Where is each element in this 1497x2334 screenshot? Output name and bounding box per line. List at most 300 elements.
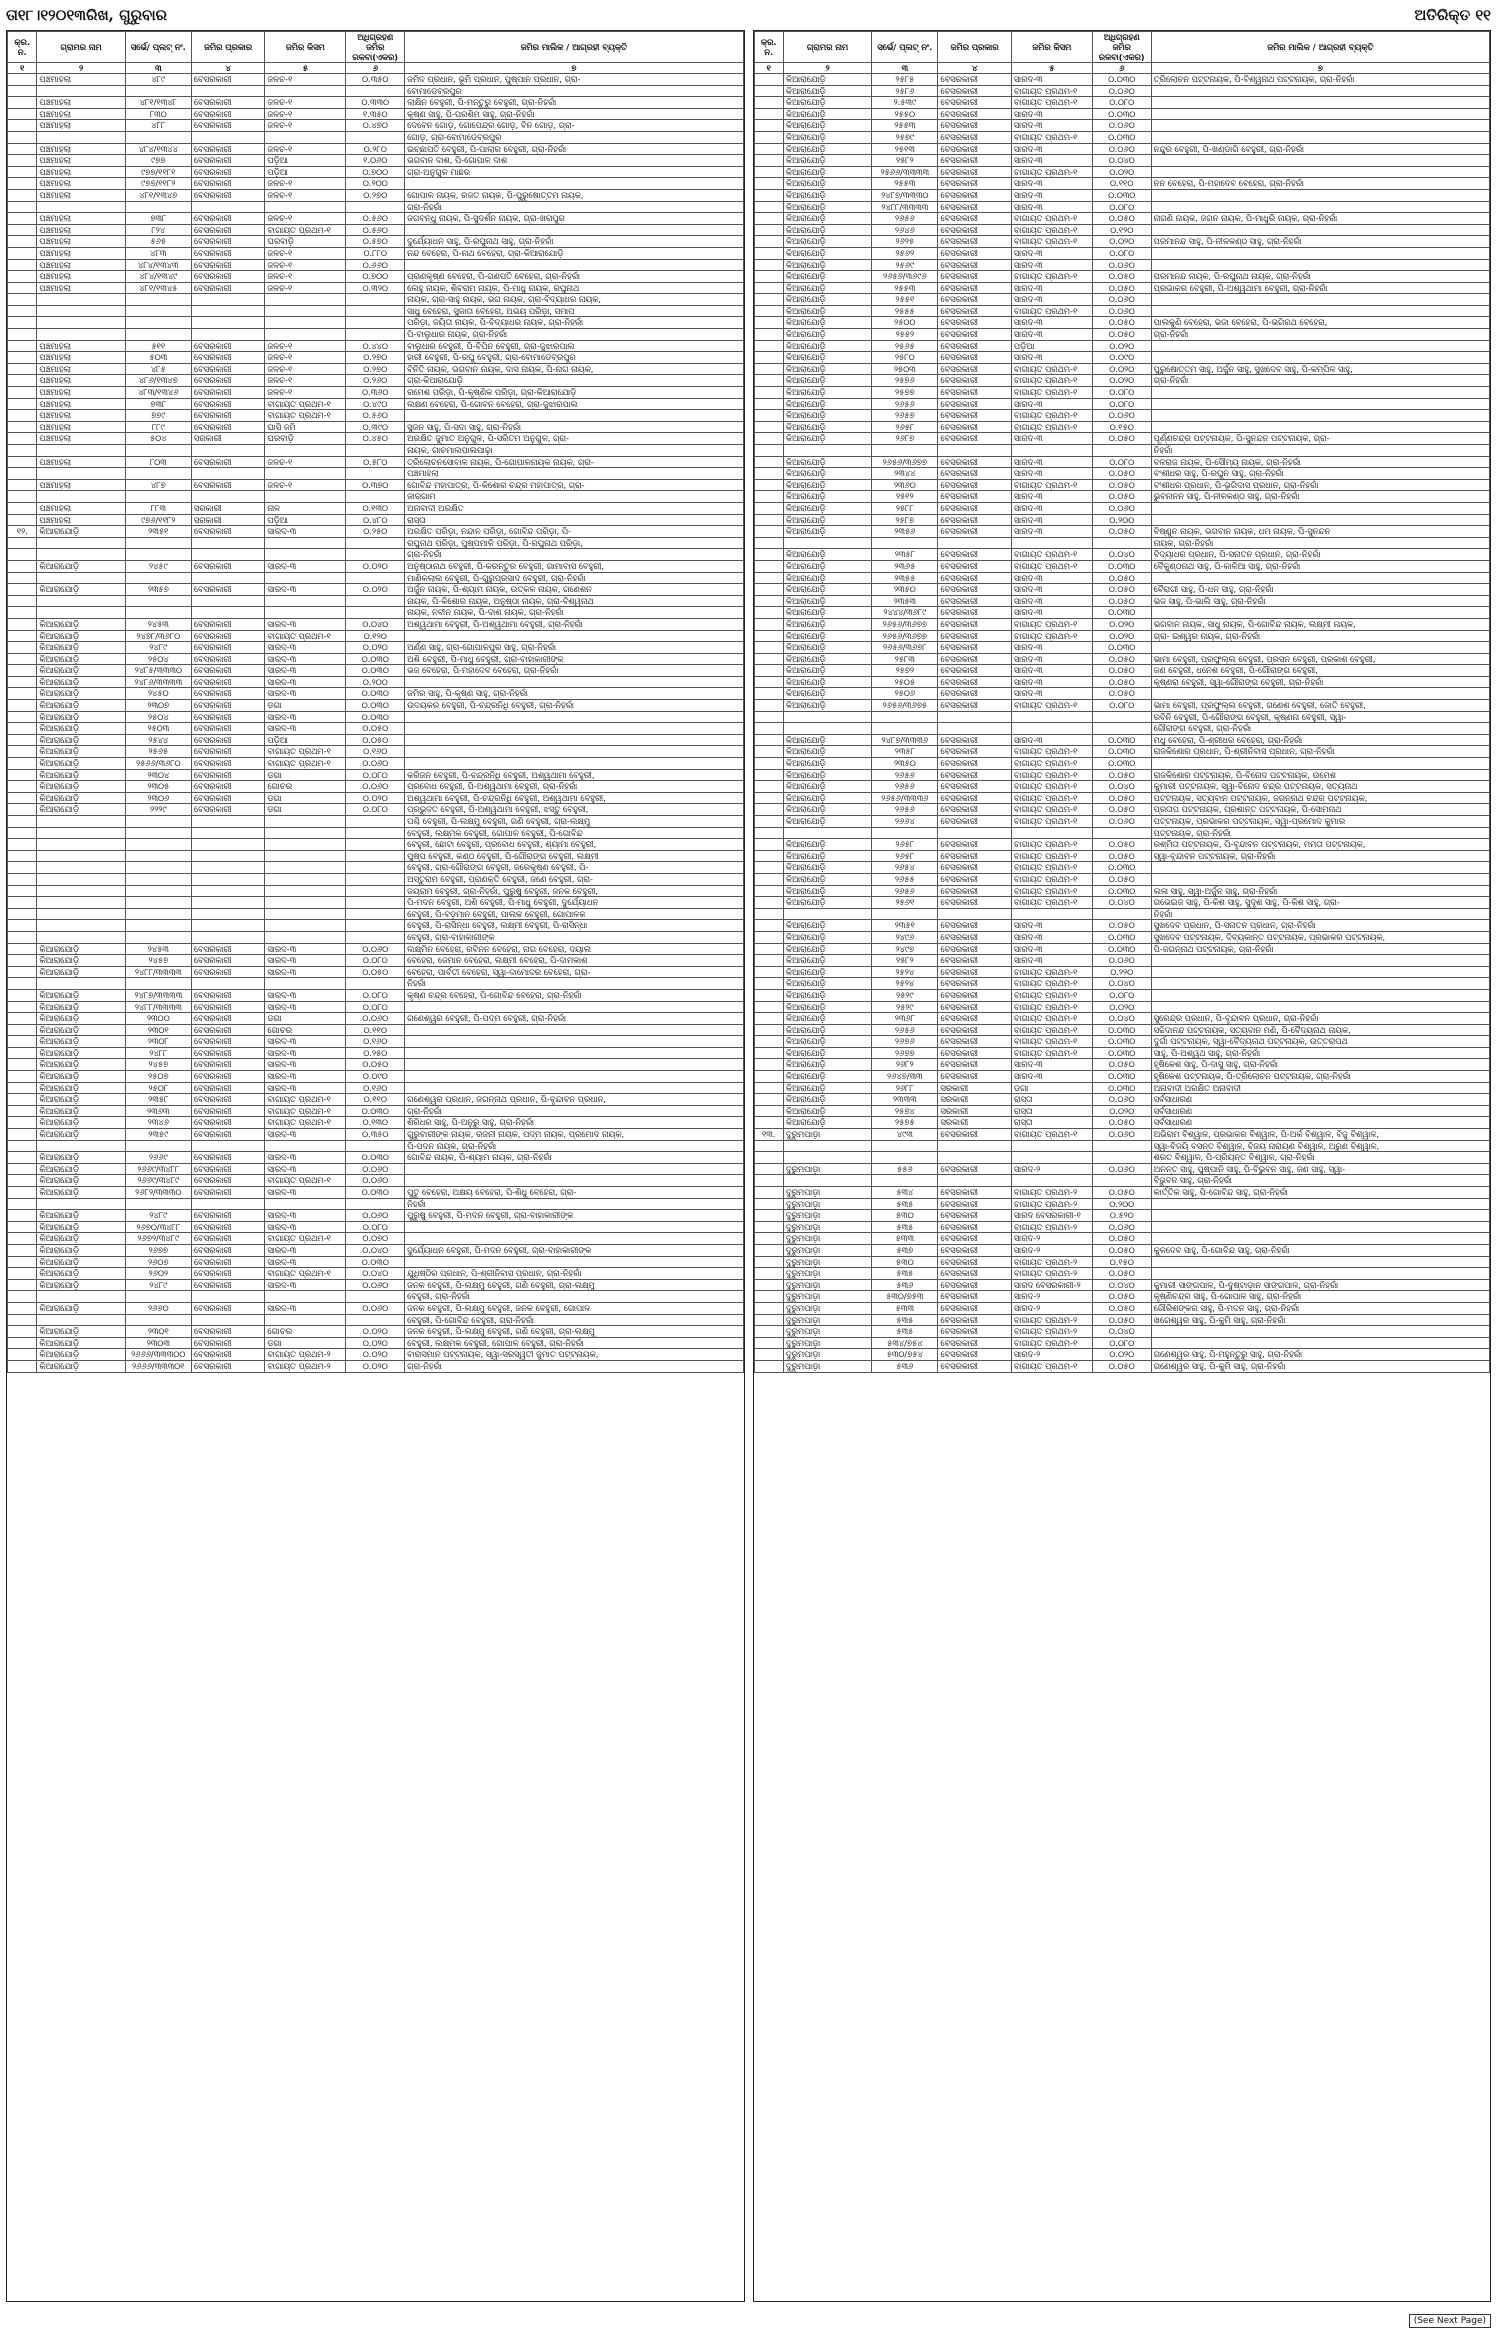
table-cell: ବାଗାୟତ ପ୍ରଥମ-୧: [1011, 224, 1092, 236]
table-row: [754, 491, 1490, 503]
table-row: [8, 839, 744, 851]
table-cell: ପଞ୍ଚମାହଲା: [37, 120, 125, 132]
table-row: [8, 931, 744, 943]
table-cell: ୦.୦୬୦: [1092, 259, 1151, 271]
table-cell: କିଆରାଯୋଡ଼ି: [783, 839, 871, 851]
table-cell: କିଆରାଯୋଡ଼ି: [783, 421, 871, 433]
table-cell: [191, 445, 265, 457]
table-cell: [191, 862, 265, 874]
table-row: [754, 908, 1490, 920]
table-cell: [754, 352, 783, 364]
table-cell: ଅରକ୍ଷିତ ପରିଡ଼ା, ନନ୍ଦାନ ପରିଡ଼ା, ଗୋବିନ୍ଦ ପରିଡ଼ା, ପି-: [405, 526, 743, 538]
table-cell: ଦୁରୁମପାଡ଼ା: [783, 1244, 871, 1256]
table-cell: ବେହୁରୀ, ଗ୍ରା-ଗୌରାଙ୍ଗ ବେହୁରୀ, ଜରେକୃଷ୍ଣ ବେହୁରୀ, ପି-: [405, 862, 743, 874]
table-cell: ୫୦୪: [125, 433, 191, 445]
table-row: [754, 271, 1490, 283]
table-cell: କିଆରାଯୋଡ଼ି: [37, 966, 125, 978]
table-cell: [346, 816, 405, 828]
table-cell: ସାରଦ-୩: [1011, 294, 1092, 306]
table-cell: କିଆରାଯୋଡ଼ି: [783, 502, 871, 514]
table-cell: କିଆରାଯୋଡ଼ି: [783, 363, 871, 375]
table-cell: ୦.୩୭୦: [346, 479, 405, 491]
table-cell: ୦.୧୩୦: [346, 1117, 405, 1129]
table-cell: ୯୭୭/୧୧୮୧: [125, 166, 191, 178]
table-cell: ପଞ୍ଚମାହଲା: [37, 189, 125, 201]
table-row: [8, 781, 744, 793]
table-cell: [754, 549, 783, 561]
table-cell: ବେସରକାରୀ: [938, 340, 1012, 352]
table-cell: ବେସରକାରୀ: [938, 1244, 1012, 1256]
table-cell: ବେସରକାରୀ: [938, 792, 1012, 804]
table-cell: କୁଳଦେବ ସାହୁ, ପି-ଗୋବିନ୍ଦ ସାହୁ, ଗ୍ରା-ନିହରାଁ: [1151, 1244, 1489, 1256]
table-cell: କିଆରାଯୋଡ଼ି: [783, 166, 871, 178]
table-cell: [125, 897, 191, 909]
table-cell: [754, 1140, 783, 1152]
table-row: [8, 943, 744, 955]
table-cell: କିଆରାଯୋଡ଼ି: [783, 120, 871, 132]
table-cell: ବେସରକାରୀ: [191, 1175, 265, 1187]
table-cell: କିଆରାଯୋଡ଼ି: [37, 653, 125, 665]
table-cell: ଗୁରୁବାରୀଙ୍କ ନାୟକ, ରଜନୀ ନାୟକ, ପଦ୍ମ ନାୟକ, ପ୍ରମୋଦ ନାୟକ,: [405, 1129, 743, 1141]
table-cell: [8, 1360, 37, 1372]
table-cell: [37, 445, 125, 457]
table-cell: ୦.୦୪୦: [346, 1244, 405, 1256]
table-cell: ବାଗାୟତ ପ୍ରଥମ-୨: [1011, 1314, 1092, 1326]
table-row: [8, 978, 744, 990]
table-cell: ବେସରକାରୀ: [938, 653, 1012, 665]
table-cell: ନାଗଣି ନାୟକ, ଜଗନ ନାୟକ, ପି-ମାଧୁରି ନାୟକ, ଗ୍ରା-ନିହରାଁ: [1151, 213, 1489, 225]
table-cell: [191, 131, 265, 143]
header-row: [8, 32, 744, 63]
table-cell: କିଆରାଯୋଡ଼ି: [37, 1256, 125, 1268]
table-cell: ୦.୧୧୦: [346, 1024, 405, 1036]
table-row: [754, 1233, 1490, 1245]
table-cell: ଗୋବିନ୍ଦ ନାୟକ, ପି-ଶ୍ୟାମ ନାୟକ, ଗ୍ରା-ନିହରାଁ: [405, 1152, 743, 1164]
table-row: [8, 595, 744, 607]
table-cell: ରବିନି ବେହୁରୀ, ପି-ଗୌରାଙ୍ଗ ବେହୁରୀ, କୃଷ୍ଣନା ବେହୁରୀ, ସ୍ୱା-: [1151, 711, 1489, 723]
table-cell: [1151, 642, 1489, 654]
table-cell: ପଞ୍ଚମାହଲା: [37, 259, 125, 271]
table-cell: କିଆରାଯୋଡ଼ି: [37, 1024, 125, 1036]
table-cell: ବେସରକାରୀ: [191, 387, 265, 399]
table-cell: ବାଗାୟତ ପ୍ରଥମ-୧: [1011, 1036, 1092, 1048]
table-cell: [754, 1071, 783, 1083]
table-cell: କିଆରାଯୋଡ଼ି: [37, 734, 125, 746]
table-cell: [8, 178, 37, 190]
table-cell: [405, 711, 743, 723]
table-cell: [1092, 537, 1151, 549]
table-cell: [8, 1094, 37, 1106]
table-cell: ୦.୦୨୦: [1092, 630, 1151, 642]
table-cell: ୦.୦୫୦: [1092, 213, 1151, 225]
table-cell: କିଆରାଯୋଡ଼ି: [783, 456, 871, 468]
table-cell: ବେସରକାରୀ: [191, 213, 265, 225]
table-cell: ୫୩୫: [872, 1314, 938, 1326]
table-cell: ବେସରକାରୀ: [191, 155, 265, 167]
table-cell: ୨୩୬୮: [872, 1013, 938, 1025]
table-cell: ପଡ଼ିଆ: [265, 734, 346, 746]
table-row: [754, 955, 1490, 967]
table-row: [8, 688, 744, 700]
table-cell: ୨୪୮୯: [125, 1210, 191, 1222]
table-cell: ୦.୦୬୦: [1092, 955, 1151, 967]
table-cell: ୦.୦୫୦: [1092, 584, 1151, 596]
table-cell: [191, 85, 265, 97]
table-cell: ବେସରକାରୀ: [191, 630, 265, 642]
table-cell: [346, 317, 405, 329]
table-cell: ଅନାବାଦୀ ଅରକ୍ଷିତ: [405, 502, 743, 514]
table-cell: ବେସରକାରୀ: [191, 247, 265, 259]
table-cell: କିଆରାଯୋଡ଼ି: [783, 259, 871, 271]
table-cell: ୦.୦୫୦: [1092, 595, 1151, 607]
table-cell: ସାରଦ-୩: [265, 642, 346, 654]
table-cell: ୨୨୨୯: [125, 804, 191, 816]
table-cell: ବଳରାଜ ନାୟକ, ପି-ସୌମ୍ୟ ନାୟକ, ଗ୍ରା-ନିହରାଁ: [1151, 456, 1489, 468]
table-row: [8, 1244, 744, 1256]
table-cell: ୪୮୧/୧୩୪୮: [125, 97, 191, 109]
table-cell: ସାରଦ-୩: [265, 1152, 346, 1164]
table-cell: ଡଗା: [265, 1337, 346, 1349]
table-cell: ବାଗାୟତ ପ୍ରଥମ-୧: [1011, 213, 1092, 225]
table-cell: ଜଳଚ-୧: [265, 363, 346, 375]
table-cell: [1151, 1268, 1489, 1280]
table-cell: ୦.୦୬୦: [1092, 502, 1151, 514]
table-row: [754, 1024, 1490, 1036]
table-cell: କିଆରାଯୋଡ଼ି: [783, 1105, 871, 1117]
table-row: [754, 1268, 1490, 1280]
table-cell: ୦.୨୭୦: [346, 352, 405, 364]
table-cell: ବାଗାୟତ ପ୍ରଥମ-୧: [265, 1233, 346, 1245]
table-cell: [8, 317, 37, 329]
table-cell: ବେସରକାରୀ: [938, 1001, 1012, 1013]
table-row: [754, 931, 1490, 943]
table-cell: [8, 375, 37, 387]
table-cell: ୦.୦୬୦: [1092, 816, 1151, 828]
table-cell: ରାସ୍ତା: [405, 514, 743, 526]
table-cell: ବେସରକାରୀ: [938, 166, 1012, 178]
table-cell: [1151, 1256, 1489, 1268]
table-row: [754, 1244, 1490, 1256]
table-cell: ଗୋପାଳ ନାୟକ, ରଜତ ନାୟକ, ପି-ପୁରୁଷୋତ୍ତମ ନାୟକ,: [405, 189, 743, 201]
table-cell: କିଆରାଯୋଡ଼ି: [783, 862, 871, 874]
table-cell: [346, 445, 405, 457]
table-cell: ୨୫୬୬/୩୬୮୦: [125, 758, 191, 770]
table-cell: ବେସରକାରୀ: [938, 352, 1012, 364]
table-cell: ବାଗାୟତ ପ୍ରଥମ-୧: [1011, 630, 1092, 642]
table-cell: ବେସରକାରୀ: [191, 1337, 265, 1349]
table-cell: ପଞ୍ଚମାହଲା: [37, 236, 125, 248]
table-cell: ସରକାରୀ: [938, 1094, 1012, 1106]
table-cell: [754, 734, 783, 746]
table-row: [8, 1326, 744, 1338]
table-cell: [191, 549, 265, 561]
table-cell: ଜଳଚ-୧: [265, 178, 346, 190]
table-cell: ବେସରକାରୀ: [191, 1117, 265, 1129]
table-cell: [1151, 155, 1489, 167]
table-cell: ପଞ୍ଚମାହଲା: [37, 155, 125, 167]
table-cell: ସାରଦ-୩: [265, 688, 346, 700]
table-cell: ୪୮୬/୧୩୪୭: [125, 375, 191, 387]
table-cell: [191, 1140, 265, 1152]
table-cell: କିଆରାଯୋଡ଼ି: [783, 966, 871, 978]
table-cell: ୨୫୦୫: [872, 676, 938, 688]
table-cell: ୨୪୪୪/୩୬୮୯: [872, 607, 938, 619]
table-cell: ୫୩୫: [872, 1326, 938, 1338]
table-cell: [8, 1279, 37, 1291]
table-cell: ୨୫୬୫: [125, 746, 191, 758]
table-cell: ବେସରକାରୀ: [191, 746, 265, 758]
col-header: ଜମିର ମାଲିକ / ଆଗ୍ରହୀ ବ୍ୟକ୍ତି: [1151, 32, 1489, 63]
table-cell: [8, 618, 37, 630]
table-cell: ବାଗାୟତ ପ୍ରଥମ-୨: [1011, 1256, 1092, 1268]
table-cell: ସାରଦ-୩: [265, 560, 346, 572]
table-cell: ବେସରକାରୀ: [938, 676, 1012, 688]
table-cell: କିଆରାଯୋଡ଼ି: [37, 630, 125, 642]
table-cell: ୦.୦୫୦: [1092, 468, 1151, 480]
table-cell: ବେସରକାରୀ: [191, 224, 265, 236]
table-cell: ସାରଦ-୩: [265, 665, 346, 677]
table-cell: [754, 1152, 783, 1164]
table-cell: ଅନନ୍ତ ସାହୁ, ପୁଷ୍ପାନି ସାହୁ, ପି-ବିଭୁବନ ସାହୁ, ଜଣ ସାହୁ, ସ୍ୱା-: [1151, 1163, 1489, 1175]
table-cell: ବେସରକାରୀ: [191, 143, 265, 155]
table-cell: ୨୪୯୬: [872, 931, 938, 943]
table-cell: [1092, 445, 1151, 457]
column-number-row: [8, 63, 744, 74]
table-cell: ବାଗାୟତ ପ୍ରଥମ-୧: [1011, 792, 1092, 804]
table-cell: [754, 537, 783, 549]
table-cell: [191, 329, 265, 341]
table-cell: [265, 537, 346, 549]
table-cell: ୨୩୫୧: [125, 526, 191, 538]
table-cell: ସର୍ବସାଧାରଣ: [1151, 1117, 1489, 1129]
table-cell: [191, 491, 265, 503]
table-cell: ବେସରକାରୀ: [938, 398, 1012, 410]
table-cell: ଜଳଚ-୧: [265, 108, 346, 120]
table-cell: [8, 804, 37, 816]
table-row: [8, 804, 744, 816]
table-cell: ୨୫୭୬: [872, 375, 938, 387]
table-cell: ୫୩୬: [872, 1279, 938, 1291]
table-cell: ସାରଦ-୩: [265, 1047, 346, 1059]
table-cell: କୃଷ୍ଣ ସାହୁ, ପି-ପରଶିମ ସାହୁ, ଗ୍ରା-ନିହରାଁ: [405, 108, 743, 120]
table-cell: କିଆରାଯୋଡ଼ି: [783, 688, 871, 700]
table-row: [754, 839, 1490, 851]
table-cell: କିଆରାଯୋଡ଼ି: [37, 688, 125, 700]
table-cell: [754, 839, 783, 851]
table-row: [754, 1117, 1490, 1129]
table-cell: ବେସରକାରୀ: [191, 688, 265, 700]
table-row: [754, 584, 1490, 596]
table-cell: [405, 1233, 743, 1245]
table-row: [8, 1036, 744, 1048]
table-cell: ୨୪୮୭/୩୩୩୬: [872, 734, 938, 746]
table-cell: ସାରଦ-୩: [265, 584, 346, 596]
table-cell: [754, 282, 783, 294]
table-cell: ସାରଦ-୩: [265, 1071, 346, 1083]
table-cell: ପଟ୍ଟନାୟକ, ପ୍ରଭାକର ପଟ୍ଟନାୟକ, ସ୍ୱା-ପ୍ରମୋଦ କୁମାର: [1151, 816, 1489, 828]
table-cell: ୦.୨୭୦: [346, 189, 405, 201]
table-cell: ୨୫୦୩: [872, 363, 938, 375]
table-cell: କିଆରାଯୋଡ଼ି: [37, 676, 125, 688]
table-cell: ବେସରକାରୀ: [938, 1302, 1012, 1314]
table-cell: [8, 1349, 37, 1361]
table-cell: ବାଗାୟତ ପ୍ରଥମ-୧: [1011, 769, 1092, 781]
table-cell: ୨୫୧୩: [872, 143, 938, 155]
table-cell: ଅର୍ଣ୍ଣ ସାହୁ, ଗ୍ରା-ଗୋପାଳପୁର ସାହୁ, ଗ୍ରା-ନିହରାଁ: [405, 642, 743, 654]
table-row: [8, 1024, 744, 1036]
page-header: [6, 2, 1491, 28]
table-cell: ବାଗାୟତ ପ୍ରଥମ-୧: [265, 758, 346, 770]
table-cell: [8, 862, 37, 874]
table-cell: ବେସରକାରୀ: [938, 839, 1012, 851]
table-cell: ଲାକ୍ଷିନ ବେହୁରୀ, ପି-ମନ୍ତୁରୁ ବେହୁରୀ, ଗ୍ରା-ନିହରାଁ: [405, 97, 743, 109]
table-cell: [8, 387, 37, 399]
table-cell: [37, 85, 125, 97]
table-cell: ବେସରକାରୀ: [191, 955, 265, 967]
table-cell: ୨୬୫୬/୩୬୭୭: [872, 630, 938, 642]
table-cell: କିଆରାଯୋଡ଼ି: [783, 387, 871, 399]
table-cell: [8, 1256, 37, 1268]
table-cell: ବେସରକାରୀ: [191, 758, 265, 770]
table-cell: ବେସରକାରୀ: [191, 352, 265, 364]
table-cell: ୫୩୬: [872, 1360, 938, 1372]
table-cell: ସାରଦ-୩: [1011, 74, 1092, 86]
table-cell: [8, 630, 37, 642]
table-cell: ୦.୦୩୦: [346, 1187, 405, 1199]
table-cell: ବଂଶୀଧର ପ୍ରଧାନ, ପି-ଭୃଗିଦାସ ପ୍ରଧାନ, ଗ୍ରା-ନିହରାଁ: [1151, 479, 1489, 491]
table-cell: [405, 1071, 743, 1083]
table-cell: [265, 201, 346, 213]
table-cell: [191, 595, 265, 607]
table-cell: [754, 468, 783, 480]
table-cell: [1151, 259, 1489, 271]
table-cell: [754, 989, 783, 1001]
header-row: [754, 32, 1490, 63]
table-cell: [8, 1187, 37, 1199]
table-cell: ବେସରକାରୀ: [191, 618, 265, 630]
table-cell: ବେସରକାରୀ: [938, 410, 1012, 422]
table-cell: ୦.୦୨୦: [1092, 1349, 1151, 1361]
table-cell: ୯୭୬/୧୧୮୨: [125, 514, 191, 526]
table-cell: କିଆରାଯୋଡ଼ି: [783, 920, 871, 932]
table-cell: [1151, 166, 1489, 178]
table-cell: ୦.୦୪୦: [1092, 549, 1151, 561]
table-cell: ରମେଶ ପରିଡ଼ା, ପି-କୃଷ୍ଣିକ ପରିଡ଼ା, ଗ୍ରା-କିଆରାଯୋଡ଼ି: [405, 387, 743, 399]
table-cell: ୪୮୩/୧୩୪୬: [125, 387, 191, 399]
table-cell: ୨୫୦୬: [872, 688, 938, 700]
table-cell: [8, 1071, 37, 1083]
table-cell: [783, 711, 871, 723]
table-cell: ବେସରକାରୀ: [938, 514, 1012, 526]
table-cell: ବେସରକାରୀ: [191, 1233, 265, 1245]
table-cell: ୦.୦୮୦: [1092, 1337, 1151, 1349]
table-cell: ୨୫୮୩: [872, 653, 938, 665]
table-cell: କିଆରାଯୋଡ଼ି: [783, 294, 871, 306]
table-cell: ବେସରକାରୀ: [938, 1314, 1012, 1326]
table-cell: [8, 734, 37, 746]
table-cell: [8, 1013, 37, 1025]
table-cell: ୦.୦୩୦: [1092, 746, 1151, 758]
table-cell: ସାରଦ-୩: [1011, 502, 1092, 514]
table-cell: ପଞ୍ଚମାହଲା: [37, 398, 125, 410]
table-cell: [8, 897, 37, 909]
table-cell: ୦.୦୮୦: [346, 1001, 405, 1013]
table-cell: ବାଗାୟତ ପ୍ରଥମ-୧: [1011, 131, 1092, 143]
table-row: [8, 700, 744, 712]
table-cell: [8, 271, 37, 283]
table-cell: ୫୩୦: [872, 1256, 938, 1268]
table-cell: ଜଳଚ-୧: [265, 213, 346, 225]
table-cell: ୮୮୯: [125, 421, 191, 433]
table-cell: ସାରଦ-୩: [1011, 595, 1092, 607]
table-cell: ୦.୦୩୦: [1092, 1036, 1151, 1048]
table-cell: ଲକ୍ଷ୍ମିନ ବେହେରା, ରବିନନ ବେହେରା, ନାଗ ବେହେରା, ଦୟାଲ: [405, 943, 743, 955]
table-cell: ୦.୦୬୦: [1092, 1094, 1151, 1106]
table-cell: ୨୬୫୬/୩୬୭୫: [872, 700, 938, 712]
table-cell: [754, 329, 783, 341]
table-cell: ବେସରକାରୀ: [938, 642, 1012, 654]
col-number: ୪: [191, 63, 265, 74]
table-cell: ବେସରକାରୀ: [938, 305, 1012, 317]
table-cell: କିଆରାଯୋଡ଼ି: [783, 74, 871, 86]
table-cell: ଜଳଚ-୧: [265, 282, 346, 294]
table-cell: ରାଜକିଶୋର ପ୍ରଧାନ, ପି-ଶ୍ରୀନିବାସ ପ୍ରଧାନ, ଗ୍ରା-ନିହରାଁ: [1151, 746, 1489, 758]
table-cell: କିଆରାଯୋଡ଼ି: [783, 491, 871, 503]
table-cell: ଅଶି ବେହୁରୀ, ପି-ମାଧୁ ବେହୁରୀ, ଗ୍ରା-ବାହାକାରୀଙ୍କ: [405, 653, 743, 665]
table-cell: ୦.୦୫୦: [1092, 688, 1151, 700]
table-cell: କିଆରାଯୋଡ଼ି: [37, 1117, 125, 1129]
table-cell: ବେସରକାରୀ: [191, 108, 265, 120]
table-cell: ୦.୦୨୦: [346, 1360, 405, 1372]
table-row: [754, 1094, 1490, 1106]
table-cell: ବେସରକାରୀ: [191, 1163, 265, 1175]
table-cell: [754, 201, 783, 213]
table-row: [8, 120, 744, 132]
table-cell: [754, 607, 783, 619]
table-cell: ୦.୦୩୦: [1092, 108, 1151, 120]
table-row: [754, 1175, 1490, 1187]
table-row: [8, 445, 744, 457]
table-cell: ଗଣେଶ୍ୱର ସାହୁ, ପି-ମହୁନ୍ତୁରୁ ସାହୁ, ଗ୍ରା-ନିହରାଁ: [1151, 1349, 1489, 1361]
table-cell: ୦.୦୪୦: [346, 618, 405, 630]
table-cell: ୦.୦୫୦: [1092, 920, 1151, 932]
table-cell: [754, 445, 783, 457]
table-cell: ୪୮୭: [125, 479, 191, 491]
table-cell: ୨୪୭୮/୩୬୮୦: [125, 630, 191, 642]
table-cell: ୨୫୭୯: [872, 131, 938, 143]
table-cell: ସାରଦ-୨: [1011, 1233, 1092, 1245]
table-row: [8, 294, 744, 306]
table-cell: ୦.୧୨୦: [1092, 224, 1151, 236]
table-cell: ଦୁରୁମପାଡ଼ା: [783, 1337, 871, 1349]
table-cell: [8, 943, 37, 955]
table-cell: [754, 1244, 783, 1256]
table-cell: [8, 201, 37, 213]
table-cell: ସାରଦ ବେସରକାରୀ-୨: [1011, 1279, 1092, 1291]
table-cell: [754, 97, 783, 109]
table-cell: ବାଗାୟତ ପ୍ରଥମ-୧: [1011, 236, 1092, 248]
table-cell: ବାଗାୟତ ପ୍ରଥମ-୧: [265, 1094, 346, 1106]
table-cell: ଦୁରୁମପାଡ଼ା: [783, 1291, 871, 1303]
table-cell: ୦.୭୦୦: [346, 166, 405, 178]
table-row: [754, 363, 1490, 375]
table-row: [8, 746, 744, 758]
table-cell: କିଆରାଯୋଡ଼ି: [783, 213, 871, 225]
table-cell: କିଆରାଯୋଡ଼ି: [37, 1105, 125, 1117]
table-cell: ନିହରାଁ: [1151, 908, 1489, 920]
table-cell: ବେସରକାରୀ: [938, 1268, 1012, 1280]
table-cell: ୨୪୮୮/୩୩୩୩: [872, 201, 938, 213]
